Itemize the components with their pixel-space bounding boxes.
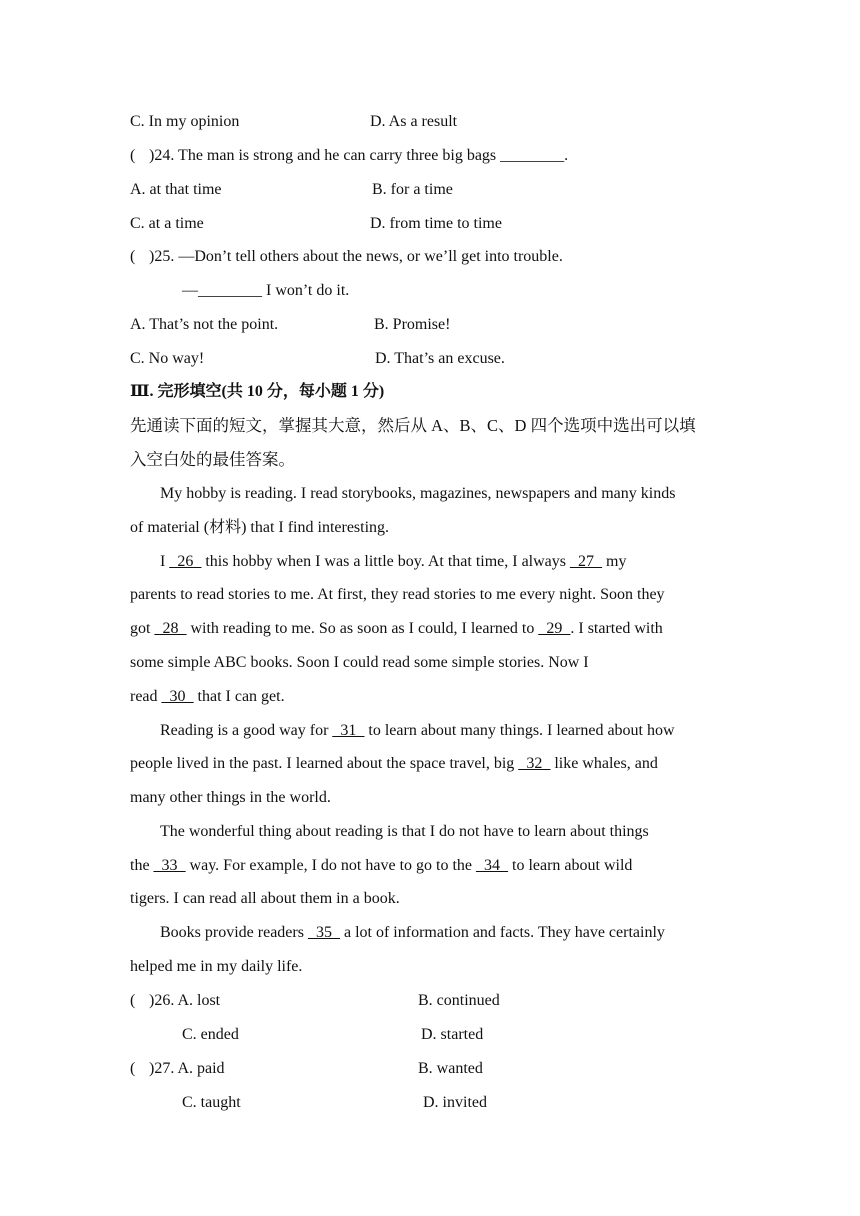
q24-option-a: A. at that time xyxy=(130,181,222,198)
passage-text: people lived in the past. I learned about the space travel, big xyxy=(130,755,519,772)
passage-text: way. For example, I do not have to go to the xyxy=(185,857,476,874)
blank-34: _34_ xyxy=(476,857,508,874)
q25-option-d: D. That’s an excuse. xyxy=(375,350,505,367)
passage-text: my xyxy=(602,553,627,570)
passage-text: I xyxy=(160,553,170,570)
q27-answer-paren: ( xyxy=(130,1060,136,1077)
q24-option-c: C. at a time xyxy=(130,215,204,232)
blank-29: _29_ xyxy=(538,620,571,637)
section-instruction-line-2: 入空白处的最佳答案。 xyxy=(130,450,295,469)
passage-line: The wonderful thing about reading is that I do not have to learn about things xyxy=(160,823,649,840)
passage-text: to learn about many things. I learned about how xyxy=(364,722,675,739)
blank-35: _35_ xyxy=(307,924,340,941)
q26-option-b: B. continued xyxy=(418,992,500,1009)
q26-option-c: C. ended xyxy=(182,1026,239,1043)
section-heading: Ⅲ. 完形填空(共 10 分，每小题 1 分) xyxy=(130,383,385,400)
q23-option-d: D. As a result xyxy=(370,113,458,130)
q27-option-c: C. taught xyxy=(182,1094,241,1111)
passage-text: with reading to me. So as soon as I could, I learned to xyxy=(186,620,539,637)
q23-option-c: C. In my opinion xyxy=(130,113,240,130)
passage-text: like whales, and xyxy=(550,755,658,772)
passage-text: read xyxy=(130,688,162,705)
q26-stem: )26. A. lost xyxy=(149,992,221,1009)
q25-reply: —________ I won’t do it. xyxy=(182,282,350,299)
passage-text: Reading is a good way for xyxy=(160,722,333,739)
passage-line xyxy=(130,687,285,707)
passage-text: this hobby when I was a little boy. At that time, I always xyxy=(201,553,571,570)
q27-stem: )27. A. paid xyxy=(149,1060,225,1077)
passage-line xyxy=(130,754,658,774)
passage-text: . I started with xyxy=(570,620,663,637)
q27-option-d: D. invited xyxy=(423,1094,487,1111)
passage-line: helped me in my daily life. xyxy=(130,958,303,975)
passage-text: that I can get. xyxy=(193,688,285,705)
passage-text: a lot of information and facts. They have certainly xyxy=(339,924,665,941)
q24-stem: )24. The man is strong and he can carry three big bags ________. xyxy=(149,147,569,164)
q25-option-b: B. Promise! xyxy=(374,316,451,333)
passage-line: of material (材料) that I find interesting. xyxy=(130,519,390,536)
blank-27: _27_ xyxy=(570,553,603,570)
passage-line: many other things in the world. xyxy=(130,789,331,806)
blank-31: _31_ xyxy=(332,722,365,739)
passage-line: parents to read stories to me. At first, they read stories to me every night. Soon they xyxy=(130,586,665,603)
q26-answer-paren: ( xyxy=(130,992,136,1009)
passage-line xyxy=(160,923,665,943)
q26-option-d: D. started xyxy=(421,1026,484,1043)
blank-33: _33_ xyxy=(153,857,186,874)
blank-28: _28_ xyxy=(154,620,187,637)
passage-line xyxy=(160,552,626,572)
passage-line: My hobby is reading. I read storybooks, magazines, newspapers and many kinds xyxy=(160,485,676,502)
q24-option-b: B. for a time xyxy=(372,181,453,198)
passage-line xyxy=(130,619,663,639)
q24-option-d: D. from time to time xyxy=(370,215,502,232)
q25-answer-paren: ( xyxy=(130,248,136,265)
passage-text: got xyxy=(130,620,155,637)
passage-text: to learn about wild xyxy=(508,857,633,874)
blank-26: _26_ xyxy=(169,553,202,570)
q25-option-c: C. No way! xyxy=(130,350,205,367)
passage-line: tigers. I can read all about them in a book. xyxy=(130,890,400,907)
passage-text: the xyxy=(130,857,154,874)
passage-line: some simple ABC books. Soon I could read some simple stories. Now I xyxy=(130,654,589,671)
q24-answer-paren: ( xyxy=(130,147,136,164)
blank-32: _32_ xyxy=(518,755,551,772)
passage-line xyxy=(130,856,632,876)
q25-option-a: A. That’s not the point. xyxy=(130,316,279,333)
passage-text: Books provide readers xyxy=(160,924,308,941)
q27-option-b: B. wanted xyxy=(418,1060,483,1077)
blank-30: _30_ xyxy=(161,688,194,705)
q25-stem: )25. —Don’t tell others about the news, or we’ll get into trouble. xyxy=(149,248,563,265)
section-instruction-line-1: 先通读下面的短文，掌握其大意，然后从 A、B、C、D 四个选项中选出可以填 xyxy=(130,416,696,435)
passage-line xyxy=(160,721,675,741)
